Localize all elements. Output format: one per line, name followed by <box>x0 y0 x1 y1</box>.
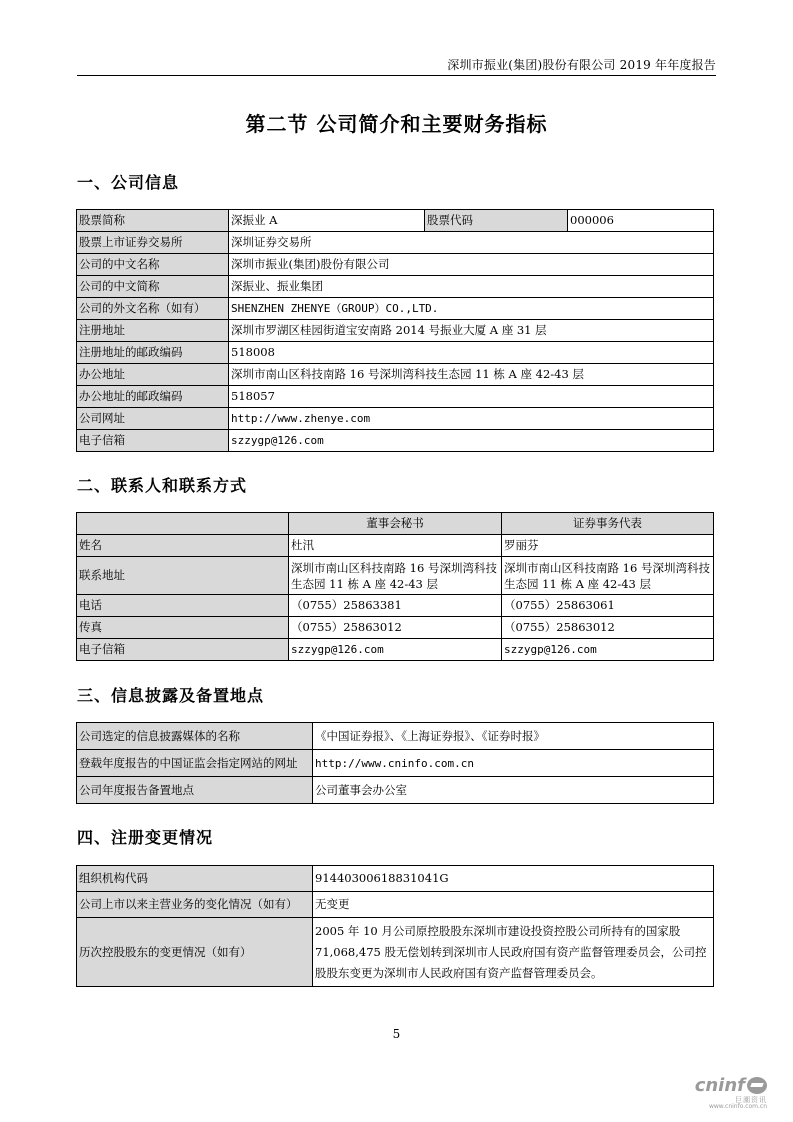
email-link[interactable]: szzygp@126.com <box>289 639 502 661</box>
disclosure-table <box>76 722 714 804</box>
table-cell-value: 深振业、振业集团 <box>229 276 714 298</box>
table-row <box>77 595 714 617</box>
table-header-cell <box>77 513 289 535</box>
table-cell-value: 深振业 A <box>229 210 425 232</box>
table-row <box>77 298 714 320</box>
table-row <box>77 210 714 232</box>
cninfo-logo-icon <box>747 1077 767 1094</box>
table-cell-value: （0755）25863381 <box>289 595 502 617</box>
table-cell-label: 股票简称 <box>77 210 229 232</box>
table-cell-value: 518057 <box>229 386 714 408</box>
table-row <box>77 342 714 364</box>
table-cell-value: 2005 年 10 月公司原控股股东深圳市建设投资控股公司所持有的国家股 71,068,475 股无偿划转到深圳市人民政府国有资产监督管理委员会，公司控股股东变更为深圳市人民政府国有资产监督管理委员会。 <box>313 918 714 987</box>
table-cell-label: 传真 <box>77 617 289 639</box>
table-cell-value: 《中国证券报》、《上海证券报》、《证券时报》 <box>313 723 714 750</box>
table-cell-label: 联系地址 <box>77 557 289 595</box>
table-cell-value: 无变更 <box>313 892 714 918</box>
table-row <box>77 386 714 408</box>
table-row <box>77 617 714 639</box>
section-registration-title: 四、注册变更情况 <box>77 828 214 847</box>
table-row <box>77 254 714 276</box>
table-cell-label: 股票上市证券交易所 <box>77 232 229 254</box>
table-cell-label: 公司网址 <box>77 408 229 430</box>
table-cell-label: 办公地址 <box>77 364 229 386</box>
table-row <box>77 639 714 661</box>
table-cell-label: 公司上市以来主营业务的变化情况（如有） <box>77 892 313 918</box>
section-disclosure-title: 三、信息披露及备置地点 <box>77 686 265 705</box>
table-cell-label: 姓名 <box>77 535 289 557</box>
table-cell-label: 公司选定的信息披露媒体的名称 <box>77 723 313 750</box>
table-cell-value: （0755）25863012 <box>502 617 714 639</box>
table-cell-label: 电话 <box>77 595 289 617</box>
table-cell-value: 公司董事会办公室 <box>313 777 714 804</box>
table-cell-value: 000006 <box>568 210 714 232</box>
table-cell-value: 深圳市南山区科技南路 16 号深圳湾科技生态园 11 栋 A 座 42-43 层 <box>229 364 714 386</box>
email-link[interactable]: szzygp@126.com <box>502 639 714 661</box>
table-cell-value: 91440300618831041G <box>313 866 714 892</box>
table-header-cell: 证券事务代表 <box>502 513 714 535</box>
table-row <box>77 750 714 777</box>
table-row <box>77 408 714 430</box>
table-cell-label: 公司的中文简称 <box>77 276 229 298</box>
website-link[interactable]: http://www.zhenye.com <box>229 408 714 430</box>
table-cell-label: 注册地址 <box>77 320 229 342</box>
table-cell-value: SHENZHEN ZHENYE（GROUP）CO.,LTD. <box>229 298 714 320</box>
table-cell-label: 办公地址的邮政编码 <box>77 386 229 408</box>
table-row <box>77 723 714 750</box>
section-contacts-title: 二、联系人和联系方式 <box>77 476 248 495</box>
table-cell-value: 深圳市南山区科技南路 16 号深圳湾科技生态园 11 栋 A 座 42-43 层 <box>502 557 714 595</box>
table-cell-label: 登载年度报告的中国证监会指定网站的网址 <box>77 750 313 777</box>
section-company-info-title: 一、公司信息 <box>77 173 180 192</box>
page-title: 第二节 公司简介和主要财务指标 <box>245 112 548 136</box>
table-cell-value: 深圳市振业(集团)股份有限公司 <box>229 254 714 276</box>
table-cell-value: 518008 <box>229 342 714 364</box>
table-row <box>77 866 714 892</box>
table-row <box>77 430 714 452</box>
table-cell-value: 深圳市罗湖区桂园街道宝安南路 2014 号振业大厦 A 座 31 层 <box>229 320 714 342</box>
table-cell-value: （0755）25863061 <box>502 595 714 617</box>
table-row <box>77 892 714 918</box>
table-cell-value: 罗丽芬 <box>502 535 714 557</box>
table-row <box>77 232 714 254</box>
table-row <box>77 557 714 595</box>
cninfo-logo-url: www.cninfo.com.cn <box>708 1103 767 1110</box>
table-cell-label: 电子信箱 <box>77 639 289 661</box>
email-link[interactable]: szzygp@126.com <box>229 430 714 452</box>
header-divider <box>77 75 716 76</box>
registration-table <box>76 865 714 987</box>
table-cell-label: 股票代码 <box>425 210 568 232</box>
table-header-cell: 董事会秘书 <box>289 513 502 535</box>
table-cell-value: 深圳市南山区科技南路 16 号深圳湾科技生态园 11 栋 A 座 42-43 层 <box>289 557 502 595</box>
table-row <box>77 364 714 386</box>
table-cell-label: 公司的外文名称（如有） <box>77 298 229 320</box>
table-cell-value: （0755）25863012 <box>289 617 502 639</box>
cninfo-watermark <box>675 1075 775 1111</box>
table-cell-label: 组织机构代码 <box>77 866 313 892</box>
table-cell-label: 公司的中文名称 <box>77 254 229 276</box>
table-cell-value: 深圳证券交易所 <box>229 232 714 254</box>
cninfo-logo-text: cninf <box>694 1075 745 1096</box>
table-row <box>77 777 714 804</box>
table-row <box>77 276 714 298</box>
table-cell-value: 杜汛 <box>289 535 502 557</box>
table-row <box>77 535 714 557</box>
table-cell-label: 历次控股股东的变更情况（如有） <box>77 918 313 987</box>
company-info-table <box>76 209 714 452</box>
table-header-row <box>77 513 714 535</box>
cninfo-logo-chinese: 巨潮资讯 <box>735 1096 767 1104</box>
table-cell-label: 注册地址的邮政编码 <box>77 342 229 364</box>
table-row <box>77 320 714 342</box>
contacts-table <box>76 512 714 661</box>
table-cell-label: 电子信箱 <box>77 430 229 452</box>
page-number: 5 <box>392 1027 401 1041</box>
report-header: 深圳市振业(集团)股份有限公司 2019 年年度报告 <box>447 58 716 72</box>
table-row <box>77 918 714 987</box>
table-cell-label: 公司年度报告备置地点 <box>77 777 313 804</box>
website-link[interactable]: http://www.cninfo.com.cn <box>313 750 714 777</box>
